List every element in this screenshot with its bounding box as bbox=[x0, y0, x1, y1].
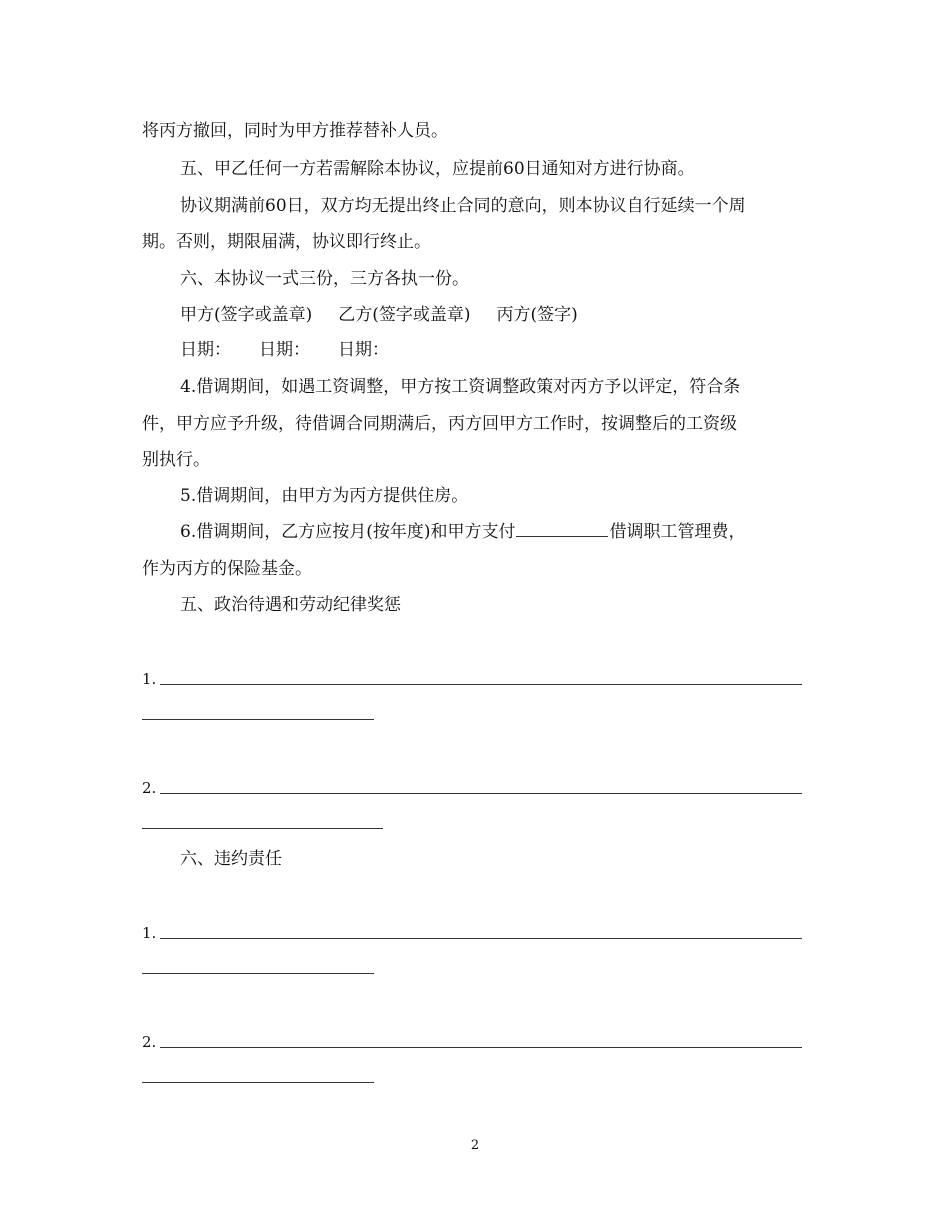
fill-in-line[interactable] bbox=[142, 973, 374, 974]
party-b-signature: 乙方(签字或盖章) bbox=[338, 305, 471, 325]
party-a-signature: 甲方(签字或盖章) bbox=[180, 305, 313, 325]
item-number: 1. bbox=[142, 670, 157, 688]
item-number: 2. bbox=[142, 779, 157, 797]
paragraph-line: 将丙方撤回，同时为甲方推荐替补人员。 bbox=[142, 121, 448, 141]
paragraph-line: 4.借调期间，如遇工资调整，甲方按工资调整政策对丙方予以评定，符合条 bbox=[180, 377, 741, 397]
section-heading: 六、违约责任 bbox=[180, 849, 282, 869]
paragraph-line: 别执行。 bbox=[142, 450, 210, 470]
item-number: 1. bbox=[142, 924, 157, 942]
clause-five-termination: 五、甲乙任何一方若需解除本协议，应提前60日通知对方进行协商。 bbox=[180, 159, 695, 179]
date-label: 日期： bbox=[259, 340, 310, 360]
fill-in-line[interactable] bbox=[160, 793, 802, 794]
date-label: 日期： bbox=[338, 340, 389, 360]
fill-in-line[interactable] bbox=[142, 1082, 374, 1083]
clause-six-copies: 六、本协议一式三份，三方各执一份。 bbox=[180, 269, 469, 289]
date-label: 日期： bbox=[180, 340, 231, 360]
fee-amount-blank[interactable] bbox=[516, 522, 608, 537]
party-c-signature: 丙方(签字) bbox=[496, 305, 578, 325]
section-heading: 五、政治待遇和劳动纪律奖惩 bbox=[180, 595, 401, 615]
fill-in-line[interactable] bbox=[160, 938, 802, 939]
fill-in-line[interactable] bbox=[160, 684, 802, 685]
paragraph-line: 协议期满前60日，双方均无提出终止合同的意向，则本协议自行延续一个周 bbox=[180, 196, 746, 216]
paragraph-line: 件，甲方应予升级，待借调合同期满后，丙方回甲方工作时，按调整后的工资级 bbox=[142, 414, 737, 434]
fee-text-before: 6.借调期间，乙方应按月(按年度)和甲方支付 bbox=[180, 522, 516, 542]
fill-in-line[interactable] bbox=[160, 1047, 802, 1048]
paragraph-line: 5.借调期间，由甲方为丙方提供住房。 bbox=[180, 486, 469, 506]
paragraph-line: 期。否则，期限届满，协议即行终止。 bbox=[142, 232, 431, 252]
page-number: 2 bbox=[470, 1138, 480, 1153]
paragraph-line bbox=[180, 522, 745, 542]
signature-row bbox=[180, 305, 604, 325]
date-row bbox=[180, 340, 417, 360]
item-number: 2. bbox=[142, 1033, 157, 1051]
fee-text-after: 借调职工管理费， bbox=[609, 522, 746, 542]
fill-in-line[interactable] bbox=[142, 719, 374, 720]
fill-in-line[interactable] bbox=[142, 828, 383, 829]
paragraph-line: 作为丙方的保险基金。 bbox=[142, 559, 312, 579]
